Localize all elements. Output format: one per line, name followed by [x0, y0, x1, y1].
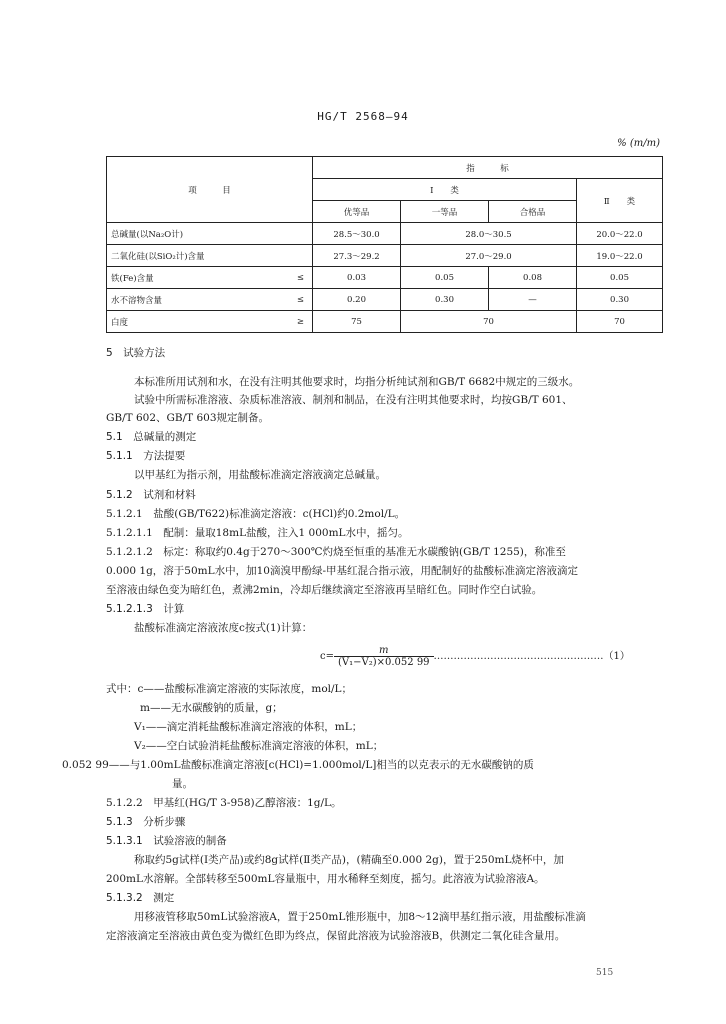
grade-header: 一等品 [401, 201, 489, 223]
spec-table [106, 156, 663, 333]
cell: 28.5～30.0 [313, 223, 401, 245]
cell: 19.0～22.0 [577, 245, 663, 267]
row-symbol: ≤ [277, 289, 313, 311]
row-name: 水不溶物含量 [107, 289, 277, 311]
section-heading: 5 试验方法 [106, 347, 166, 359]
page-header: HG/T 2568—94 [317, 110, 409, 123]
page-number: 515 [596, 968, 614, 978]
clause: 0.000 1g，溶于50mL水中，加10滴溴甲酚绿-甲基红混合指示液，用配制好的盐酸标准滴定溶液滴定 [106, 565, 578, 577]
cell: 70 [577, 311, 663, 333]
section-heading: 5.1.3 分析步骤 [106, 816, 186, 828]
where-line: V₁——滴定消耗盐酸标准滴定溶液的体积，mL； [134, 721, 363, 733]
eq-lhs: c= [320, 651, 334, 662]
class2-header: Ⅱ 类 [577, 179, 663, 223]
paragraph: 称取约5g试样(Ⅰ类产品)或约8g试样(Ⅱ类产品)，(精确至0.000 2g)，置于250mL烧杯中，加 [134, 854, 564, 866]
clause: 至溶液由绿色变为暗红色，煮沸2min，冷却后继续滴定至溶液再呈暗红色。同时作空白试验。 [106, 584, 543, 596]
cell: 0.03 [313, 267, 401, 289]
paragraph: 试验中所需标准溶液、杂质标准溶液、制剂和制品，在没有注明其他要求时，均按GB/T 601、 [134, 394, 573, 406]
section-heading: 5.1.1 方法提要 [106, 450, 186, 462]
table-header-row [107, 157, 663, 179]
eq-number: ……………………………………………（1） [433, 651, 630, 662]
grade-header: 优等品 [313, 201, 401, 223]
cell: 27.0～29.0 [401, 245, 577, 267]
paragraph: 定溶液滴定至溶液由黄色变为微红色即为终点，保留此溶液为试验溶液B，供测定二氧化硅含量用。 [106, 930, 566, 942]
row-name: 二氧化硅(以SiO₂计)含量 [107, 245, 313, 267]
cell: 75 [313, 311, 401, 333]
cell: 70 [401, 311, 577, 333]
section-heading: 5.1.3.2 测定 [106, 892, 175, 904]
section-heading: 5.1.3.1 试验溶液的制备 [106, 835, 227, 847]
cell: 20.0～22.0 [577, 223, 663, 245]
paragraph: 以甲基红为指示剂，用盐酸标准滴定溶液滴定总碱量。 [134, 469, 386, 481]
clause: 5.1.2.1.2 标定：称取约0.4g于270～300℃灼烧至恒重的基准无水碳酸钠(GB/T 1255)，称准至 [106, 546, 566, 558]
cell: 0.05 [401, 267, 489, 289]
where-line: V₂——空白试验消耗盐酸标准滴定溶液的体积，mL； [134, 740, 384, 752]
where-line: 量。 [172, 778, 193, 790]
paragraph: GB/T 602、GB/T 603规定制备。 [106, 412, 270, 424]
item-header: 项 目 [107, 157, 313, 223]
row-name: 铁(Fe)含量 [107, 267, 277, 289]
where-line: 0.052 99——与1.00mL盐酸标准滴定溶液[c(HCl)=1.000mol/L]相当的以克表示的无水碳酸钠的质 [62, 759, 534, 771]
section-heading: 5.1.2 试剂和材料 [106, 489, 196, 501]
table-row [107, 289, 663, 311]
row-symbol: ≥ [277, 311, 313, 333]
cell: 0.08 [489, 267, 577, 289]
where-line: 式中：c——盐酸标准滴定溶液的实际浓度，mol/L； [106, 683, 353, 695]
where-line: m——无水碳酸钠的质量，g； [140, 702, 283, 714]
table-row [107, 245, 663, 267]
paragraph: 200mL水溶解。全部转移至500mL容量瓶中，用水稀释至刻度，摇匀。此溶液为试验溶液A。 [106, 873, 545, 885]
section-heading: 5.1 总碱量的测定 [106, 431, 197, 443]
eq-fraction [334, 645, 434, 668]
eq-numerator: m [334, 645, 434, 657]
row-name: 白度 [107, 311, 277, 333]
eq-denominator: (V₁−V₂)×0.052 99 [337, 657, 430, 668]
cell: 0.20 [313, 289, 401, 311]
cell: 27.3～29.2 [313, 245, 401, 267]
grade-header: 合格品 [489, 201, 577, 223]
clause: 5.1.2.1 盐酸(GB/T622)标准滴定溶液：c(HCl)约0.2mol/L。 [106, 508, 406, 520]
unit-label: % (m/m) [617, 138, 660, 149]
clause: 5.1.2.1.1 配制：量取18mL盐酸，注入1 000mL水中，摇匀。 [106, 527, 409, 539]
paragraph: 本标准所用试剂和水，在没有注明其他要求时，均指分析纯试剂和GB/T 6682中规定的三级水。 [134, 376, 580, 388]
section-heading: 5.1.2.1.3 计算 [106, 603, 185, 615]
class1-header: Ⅰ 类 [313, 179, 577, 201]
paragraph: 盐酸标准滴定溶液浓度c按式(1)计算： [134, 622, 313, 634]
cell: 0.05 [577, 267, 663, 289]
index-header: 指 标 [313, 157, 663, 179]
equation-1 [320, 645, 630, 668]
row-symbol: ≤ [277, 267, 313, 289]
table-row [107, 267, 663, 289]
cell: 0.30 [577, 289, 663, 311]
table-row [107, 223, 663, 245]
cell: 0.30 [401, 289, 489, 311]
clause: 5.1.2.2 甲基红(HG/T 3-958)乙醇溶液：1g/L。 [106, 797, 342, 809]
cell: — [489, 289, 577, 311]
cell: 28.0～30.5 [401, 223, 577, 245]
table-row [107, 311, 663, 333]
paragraph: 用移液管移取50mL试验溶液A，置于250mL锥形瓶中，加8～12滴甲基红指示液，用盐酸标准滴 [134, 911, 586, 923]
row-name: 总碱量(以Na₂O计) [107, 223, 313, 245]
